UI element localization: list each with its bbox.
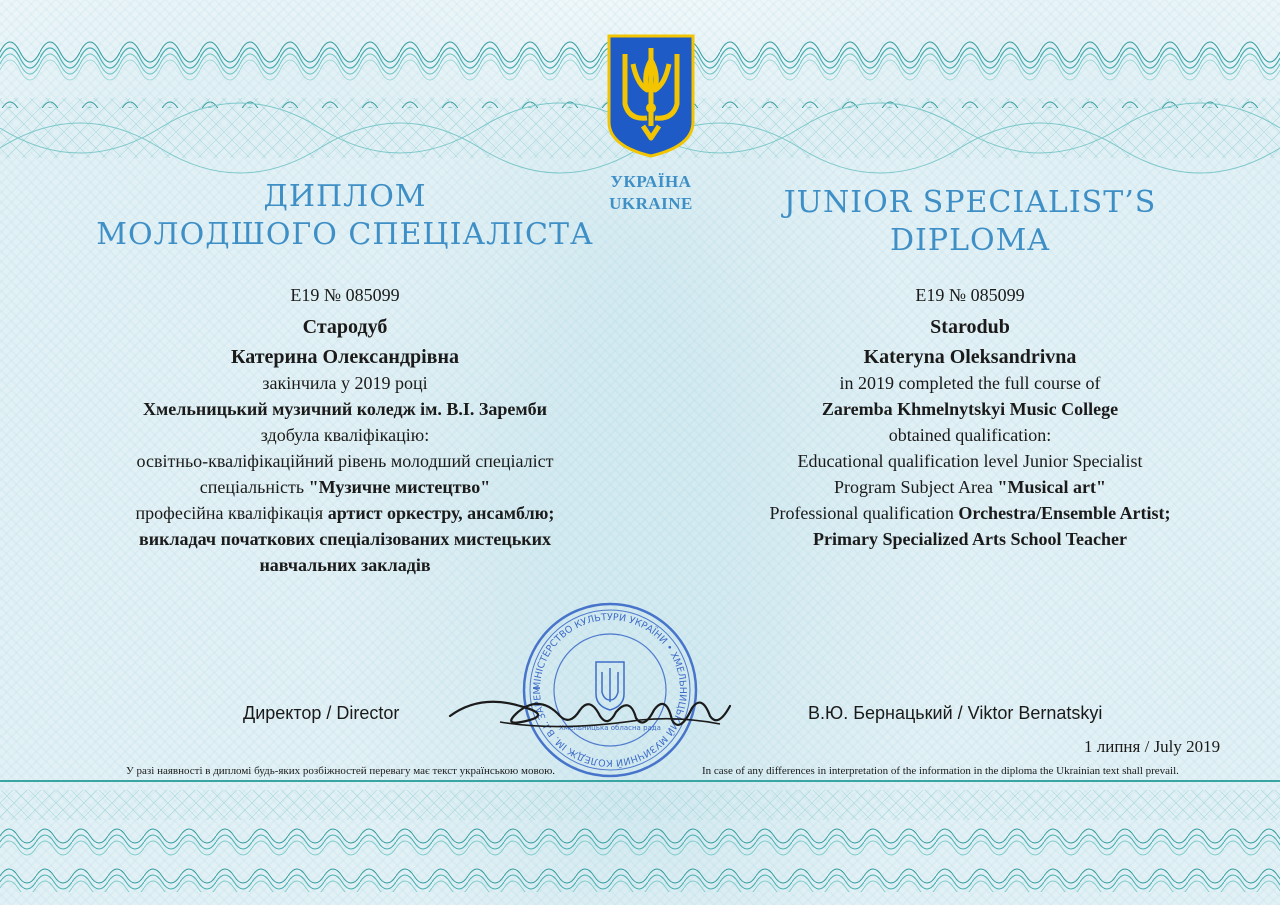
teacher-line-en: Primary Specialized Arts School Teacher [813,529,1127,549]
obtained-ua: здобула кваліфікацію: [260,425,430,445]
teacher-line1-ua: викладач початкових спеціалізованих мистецьких [138,529,551,549]
stamp-ring-text: МІНІСТЕРСТВО КУЛЬТУРИ УКРАЇНИ • ХМЕЛЬНИЦЬКИЙ МУЗИЧНИЙ КОЛЕДЖ ІМ. В.І. ЗАРЕМ [531,611,689,769]
language-note-ua: У разі наявності в дипломі будь-яких розбіжностей перевагу має текст українською мовою. [126,765,556,777]
coat-of-arms-icon [607,34,695,158]
diploma-number-ua: Е19 № 085099 [290,285,400,305]
given-names-en: Kateryna Oleksandrivna [863,346,1077,368]
obtained-en: obtained qualification: [888,425,1052,445]
prof-label-en: Professional qualification [769,503,959,523]
title-ua-line2: МОЛОДШОГО СПЕЦІАЛІСТА [96,217,594,252]
completed-ua: закінчила у 2019 році [262,373,428,393]
specialty-ua [60,474,630,500]
diploma-number-en: E19 № 085099 [915,285,1025,305]
institution-ua: Хмельницький музичний коледж ім. В.І. Заремби [142,399,548,419]
prof-qualification-en [720,500,1220,526]
surname-en: Starodub [930,316,1010,338]
diploma-title-english [720,184,1220,260]
institution-en: Zaremba Khmelnytskyi Music College [821,399,1119,419]
ukrainian-text-column [60,282,630,578]
area-label-en: Program Subject Area [834,477,998,497]
director-label: Директор / Director [243,703,400,723]
surname-ua: Стародуб [302,316,388,338]
prof-qualification-ua [60,500,630,526]
area-value-en: "Musical art" [997,477,1106,497]
director-signature [440,676,740,746]
country-name-ukrainian: УКРАЇНА [610,172,692,191]
title-en-line1: JUNIOR SPECIALIST’S [783,185,1157,220]
english-text-column [720,282,1220,552]
bottom-ornamental-band [0,782,1280,898]
teacher-line2-ua: навчальних закладів [259,555,431,575]
stamp-inner-text: Хмельницька обласна рада [559,724,661,732]
title-ua-line1: ДИПЛОМ [263,179,427,214]
country-name-english: UKRAINE [609,194,693,213]
language-note-en: In case of any differences in interpretation of the information in the diploma the Ukrainian text shall prevail. [702,765,1179,777]
prof-label-ua: професійна кваліфікація [135,503,328,523]
given-names-ua: Катерина Олександрівна [230,346,460,368]
director-name: В.Ю. Бернацький / Viktor Bernatskyi [808,703,1103,723]
issue-date: 1 липня / July 2019 [1084,737,1221,756]
level-ua: освітньо-кваліфікаційний рівень молодший спеціаліст [136,451,554,471]
specialty-label-ua: спеціальність [199,477,309,497]
area-en [720,474,1220,500]
level-en: Educational qualification level Junior Specialist [797,451,1143,471]
completed-en: in 2019 completed the full course of [839,373,1101,393]
prof-value-en: Orchestra/Ensemble Artist; [958,503,1171,523]
diploma-title-ukrainian [60,178,630,254]
title-en-line2: DIPLOMA [890,223,1050,258]
specialty-value-ua: "Музичне мистецтво" [308,477,491,497]
prof-value-ua: артист оркестру, ансамблю; [327,503,555,523]
